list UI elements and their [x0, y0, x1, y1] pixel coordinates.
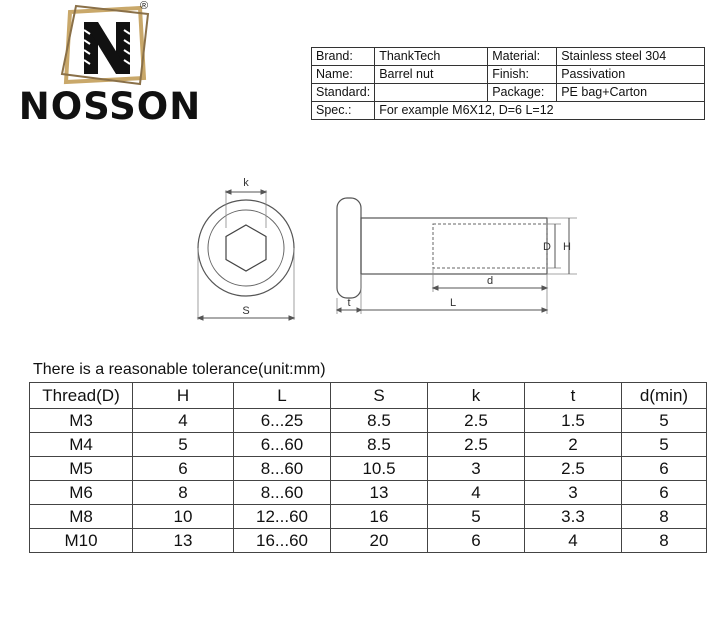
table-cell: 6 [428, 529, 525, 553]
table-cell: 6 [622, 481, 707, 505]
tolerance-note: There is a reasonable tolerance(unit:mm) [33, 361, 326, 378]
dim-k-label: k [243, 177, 249, 189]
table-cell: 13 [133, 529, 234, 553]
table-cell: 12...60 [234, 505, 331, 529]
table-cell: 13 [331, 481, 428, 505]
table-cell: 6 [622, 457, 707, 481]
table-cell: 2.5 [525, 457, 622, 481]
table-cell: M10 [30, 529, 133, 553]
spec-value [375, 84, 488, 102]
table-cell: 2.5 [428, 433, 525, 457]
dimensions-table [29, 382, 707, 553]
dim-h-label: H [563, 241, 571, 253]
column-header: Thread(D) [30, 383, 133, 409]
spec-key: Finish: [488, 66, 557, 84]
table-row [30, 409, 707, 433]
table-cell: 8...60 [234, 457, 331, 481]
table-cell: 4 [525, 529, 622, 553]
table-row [30, 457, 707, 481]
spec-value: Barrel nut [375, 66, 488, 84]
column-header: H [133, 383, 234, 409]
side-view [337, 198, 577, 314]
table-row [30, 481, 707, 505]
brand-wordmark: NOSSON [18, 85, 202, 128]
table-cell: 5 [428, 505, 525, 529]
table-row [30, 433, 707, 457]
spec-row [312, 48, 705, 66]
table-cell: 4 [133, 409, 234, 433]
spec-key: Spec.: [312, 102, 375, 120]
table-cell: 3 [525, 481, 622, 505]
table-cell: 1.5 [525, 409, 622, 433]
table-cell: 6 [133, 457, 234, 481]
table-row [30, 505, 707, 529]
spec-key: Name: [312, 66, 375, 84]
front-view [198, 177, 294, 320]
table-cell: 10 [133, 505, 234, 529]
dim-s-label: S [242, 305, 250, 317]
table-cell: 8 [622, 505, 707, 529]
n-emblem-icon [0, 0, 215, 95]
table-header-row [30, 383, 707, 409]
table-cell: 6...25 [234, 409, 331, 433]
table-cell: 8...60 [234, 481, 331, 505]
column-header: k [428, 383, 525, 409]
table-cell: 5 [622, 409, 707, 433]
table-cell: M3 [30, 409, 133, 433]
table-cell: 3.3 [525, 505, 622, 529]
dim-t-label: t [347, 297, 351, 309]
table-cell: 10.5 [331, 457, 428, 481]
table-cell: 16...60 [234, 529, 331, 553]
spec-value: Passivation [557, 66, 705, 84]
table-cell: 8 [133, 481, 234, 505]
table-cell: 8 [622, 529, 707, 553]
table-cell: 8.5 [331, 433, 428, 457]
table-cell: 16 [331, 505, 428, 529]
table-cell: M5 [30, 457, 133, 481]
spec-row [312, 66, 705, 84]
table-cell: M8 [30, 505, 133, 529]
table-cell: 8.5 [331, 409, 428, 433]
spec-key: Material: [488, 48, 557, 66]
table-cell: 2 [525, 433, 622, 457]
dim-small-d-label: D [543, 241, 551, 253]
table-cell: 3 [428, 457, 525, 481]
spec-value: PE bag+Carton [557, 84, 705, 102]
table-row [30, 529, 707, 553]
table-cell: 2.5 [428, 409, 525, 433]
table-cell: M6 [30, 481, 133, 505]
table-cell: 5 [622, 433, 707, 457]
table-cell: 20 [331, 529, 428, 553]
column-header: S [331, 383, 428, 409]
barrel-nut-drawing [185, 168, 580, 328]
spec-key: Brand: [312, 48, 375, 66]
table-body [30, 409, 707, 553]
dim-l-label: L [449, 297, 457, 309]
table-cell: 4 [428, 481, 525, 505]
registered-mark: ® [140, 0, 149, 12]
spec-row [312, 84, 705, 102]
dim-d-label: d [486, 275, 494, 287]
column-header: L [234, 383, 331, 409]
table-cell: M4 [30, 433, 133, 457]
column-header: t [525, 383, 622, 409]
table-cell: 5 [133, 433, 234, 457]
column-header: d(min) [622, 383, 707, 409]
spec-row [312, 102, 705, 120]
table-cell: 6...60 [234, 433, 331, 457]
brand-logo [0, 0, 215, 150]
spec-key: Standard: [312, 84, 375, 102]
spec-value: ThankTech [375, 48, 488, 66]
spec-key: Package: [488, 84, 557, 102]
spec-table [311, 47, 705, 120]
spec-value: Stainless steel 304 [557, 48, 705, 66]
spec-value: For example M6X12, D=6 L=12 [375, 102, 705, 120]
